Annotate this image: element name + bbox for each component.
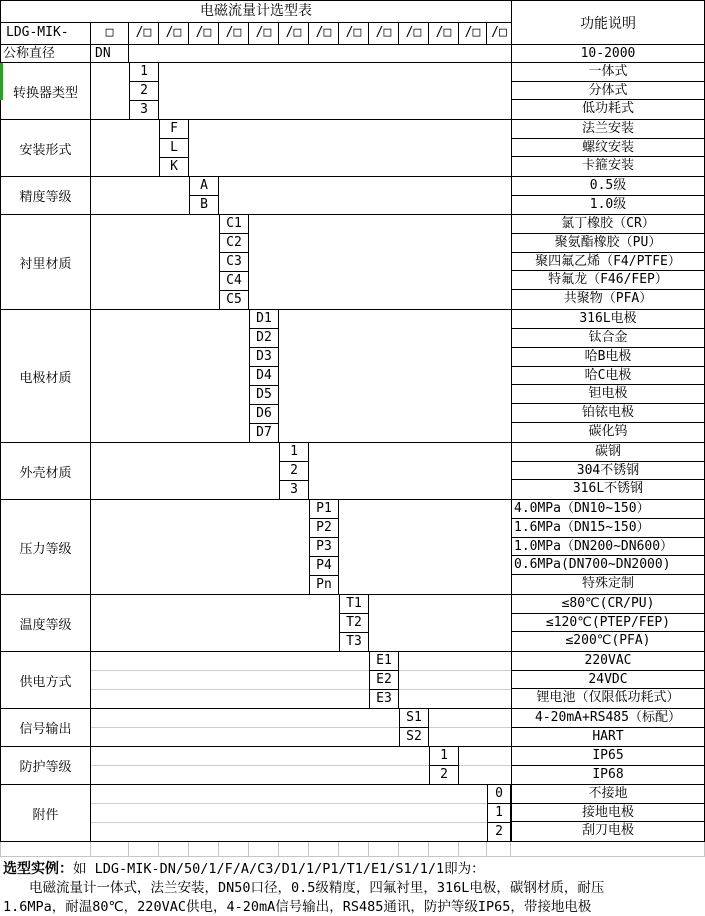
option-code: E3 [376,691,392,706]
option-code: C5 [226,292,242,307]
option-code: D1 [250,310,278,329]
example-heading [3,860,702,879]
section-installation [1,120,704,177]
option-description: IP65 [512,747,704,766]
option-description: 氯丁橡胶（CR） [512,215,704,234]
example-code: 如 LDG-MIK-DN/50/1/F/A/C3/D1/1/P1/T1/E1/S1/1/1即为： [73,861,485,877]
model-slash-box: /□ [279,23,309,44]
section-signal-output [1,709,704,747]
option-code: C4 [220,272,248,291]
section-protection-rating [1,747,704,785]
option-code: D2 [250,329,278,348]
model-prefix: LDG-MIK- [1,23,91,44]
model-code-row [1,23,511,44]
option-code: C1 [220,215,248,234]
option-code: E2 [370,671,398,690]
section-pressure-rating [1,500,704,595]
section-converter-type [1,63,704,120]
option-description: 铂铱电极 [512,404,704,423]
section-label: 供电方式 [1,652,91,708]
section-diameter [1,45,704,63]
table-header [1,1,704,45]
option-code: P3 [310,538,338,557]
option-code: B [200,197,208,212]
model-slash-box: /□ [309,23,339,44]
section-label: 电极材质 [1,310,91,442]
example-body-line: 电磁流量计一体式，法兰安装，DN50口径，0.5级精度，四氟衬里，316L电极，碳钢材质，耐压 [29,880,605,896]
model-slash-box: /□ [189,23,219,44]
option-code: D4 [250,367,278,386]
option-code: C3 [220,253,248,272]
section-label: 公称直径 [1,45,91,62]
option-description: 10-2000 [511,45,704,62]
option-code: Pn [316,577,332,592]
option-code: S1 [400,709,428,728]
option-description: 304不锈钢 [512,462,704,481]
section-label: 防护等级 [1,747,91,784]
option-code: 0 [488,785,510,804]
option-code: E1 [370,652,398,671]
option-code: S2 [406,729,422,744]
option-description: 刮刀电极 [581,823,634,839]
option-description: 低功耗式 [581,101,634,117]
section-label: 压力等级 [1,500,91,594]
option-code: D5 [250,386,278,405]
option-description: ≤120℃(PTEP/FEP) [512,614,704,633]
model-slash-box: /□ [491,25,507,40]
option-code: 1 [130,63,158,82]
model-slash-box: /□ [369,23,399,44]
option-description: ≤200℃(PFA) [565,633,651,649]
option-code: P2 [310,519,338,538]
option-code: 1 [430,747,458,766]
section-label: 转换器类型 [1,63,91,119]
option-code: D7 [256,425,272,440]
option-code: C2 [220,234,248,253]
option-description: 316L不锈钢 [572,481,644,497]
option-description: 分体式 [512,82,704,101]
option-description: 哈B电极 [512,348,704,367]
option-description: 0.5级 [512,177,704,196]
option-description: 法兰安装 [512,120,704,139]
option-code: 3 [140,102,148,117]
option-description: 4.0MPa（DN10~150） [512,500,704,519]
option-code: DN [91,45,129,62]
option-code: P4 [310,557,338,576]
model-slash-box: /□ [459,23,487,44]
example-label: 选型实例： [3,861,73,877]
option-code: P1 [310,500,338,519]
option-description: 钛合金 [512,329,704,348]
table-title: 电磁流量计选型表 [1,1,511,23]
section-label: 衬里材质 [1,215,91,309]
option-code: 3 [290,482,298,497]
section-electrode-material [1,310,704,443]
section-label: 信号输出 [1,709,91,746]
option-description: 聚四氟乙烯（F4/PTFE） [512,253,704,272]
option-description: 螺纹安装 [512,139,704,158]
model-box-cell: □ [91,23,129,44]
option-description: 聚氨酯橡胶（PU） [512,234,704,253]
section-label: 附件 [1,785,91,841]
option-description: 4-20mA+RS485（标配） [512,709,704,728]
section-liner-material [1,215,704,310]
option-description: 碳化钨 [588,424,628,440]
option-description: 锂电池（仅限低功耗式） [536,690,680,706]
option-description: 一体式 [512,63,704,82]
option-code: T1 [340,595,368,614]
option-description: 不接地 [512,785,704,804]
section-label: 精度等级 [1,177,91,214]
option-code: 2 [495,824,503,839]
row-selection-marker [0,63,3,100]
function-column-header: 功能说明 [511,1,704,44]
option-description: 钽电极 [512,385,704,404]
option-description: 1.6MPa（DN15~150） [512,519,704,538]
model-slash-box: /□ [399,23,429,44]
section-temperature-rating [1,595,704,652]
option-code: A [190,177,218,196]
option-description: 哈C电极 [512,367,704,386]
model-slash-box: /□ [339,23,369,44]
model-slash-box: /□ [429,23,459,44]
empty-grid-row [0,842,705,857]
selection-example [0,857,705,916]
option-description: ≤80℃(CR/PU) [512,595,704,614]
option-code: T3 [346,634,362,649]
option-description: 1.0级 [589,196,627,212]
option-description: 316L电极 [512,310,704,329]
option-code: 2 [280,462,308,481]
option-description: 1.0MPa（DN200~DN600） [512,538,704,557]
example-body-line: 1.6MPa，耐温80℃，220VAC供电，4-20mA信号输出，RS485通讯，防护等级IP65，带接地电极 [3,899,592,915]
section-power-supply [1,652,704,709]
section-accuracy [1,177,704,215]
option-code: 2 [130,82,158,101]
option-description: 24VDC [512,671,704,690]
option-code: 1 [488,804,510,823]
option-description: 220VAC [512,652,704,671]
option-description: IP68 [592,766,624,782]
model-slash-box: /□ [129,23,159,44]
option-code: T2 [340,614,368,633]
option-code: K [170,159,178,174]
section-housing-material [1,443,704,500]
option-code: L [160,139,188,158]
option-code: 2 [440,767,448,782]
section-label: 温度等级 [1,595,91,651]
option-code: F [160,120,188,139]
option-description: 特氟龙（F46/FEP） [512,271,704,290]
option-description: 0.6MPa(DN700~DN2000) [512,556,704,575]
option-description: 特殊定制 [581,576,634,592]
option-description: 共聚物（PFA） [563,291,653,307]
model-slash-box: /□ [219,23,249,44]
model-slash-box: /□ [249,23,279,44]
option-code: D6 [250,405,278,424]
section-label: 外壳材质 [1,443,91,499]
option-code: 1 [280,443,308,462]
option-description: 接地电极 [512,804,704,823]
section-label: 安装形式 [1,120,91,176]
option-description: HART [592,728,624,744]
option-description: 碳钢 [512,443,704,462]
option-description: 卡箍安装 [581,158,634,174]
section-accessories [1,785,704,842]
model-slash-box: /□ [159,23,189,44]
option-code: D3 [250,348,278,367]
